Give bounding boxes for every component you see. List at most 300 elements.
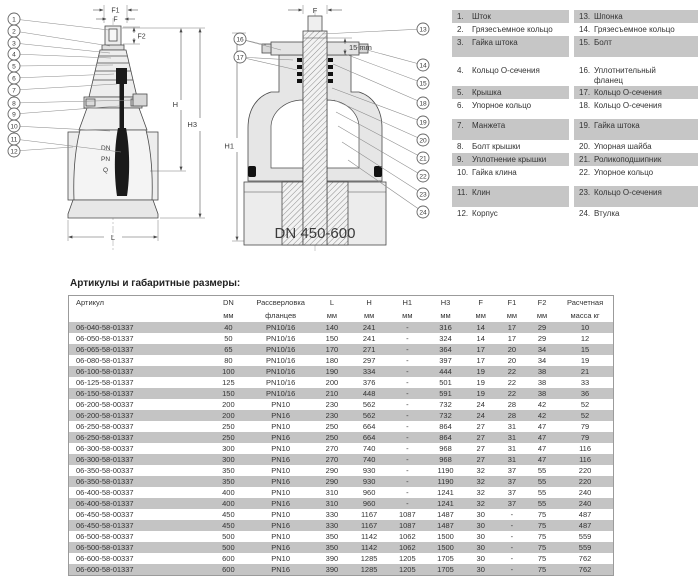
value-cell: 1205 xyxy=(388,564,426,576)
value-cell: 1087 xyxy=(398,510,416,519)
table-row xyxy=(69,476,614,487)
value-cell: PN10 xyxy=(271,510,291,519)
table-row xyxy=(69,410,614,421)
value-cell: 310 xyxy=(325,488,339,497)
value-cell: 75 xyxy=(527,520,557,531)
legend-entry xyxy=(574,166,698,179)
value-cell: 12 xyxy=(580,334,590,343)
part-number: 13. xyxy=(579,12,591,21)
value-cell: 930 xyxy=(350,476,388,487)
part-number: 1. xyxy=(457,12,464,21)
table-row xyxy=(69,432,614,443)
value-cell: 450 xyxy=(209,520,247,531)
value-cell: 42 xyxy=(527,410,557,421)
value-cell: - xyxy=(406,356,409,365)
part-label: Гайка штока xyxy=(594,121,640,130)
callout-number: 24 xyxy=(419,209,427,217)
article-cell: 06-600-58-00337 xyxy=(76,554,134,563)
article-cell: 06-350-58-00337 xyxy=(76,466,134,475)
callout-number: 6 xyxy=(12,75,16,83)
value-cell: 562 xyxy=(350,410,388,421)
value-cell: 250 xyxy=(222,422,235,431)
legend-row xyxy=(452,64,698,86)
article-cell: 06-200-58-00337 xyxy=(76,400,134,409)
value-cell: 1500 xyxy=(437,532,454,541)
leader-line xyxy=(14,43,110,53)
value-cell: 559 xyxy=(578,532,592,541)
value-cell: 960 xyxy=(350,498,388,509)
column-header: H1 xyxy=(402,298,413,307)
value-cell: 762 xyxy=(557,564,613,576)
callout-number: 15 xyxy=(419,80,427,88)
value-cell: 330 xyxy=(325,510,339,519)
value-cell: 47 xyxy=(527,454,557,465)
legend-entry xyxy=(452,140,569,153)
legend-entry xyxy=(452,64,569,86)
value-cell: 397 xyxy=(439,356,452,365)
callout-number: 14 xyxy=(419,62,427,70)
part-label: Упорное кольцо xyxy=(472,101,532,110)
table-row xyxy=(69,377,614,388)
column-unit: масса кг xyxy=(570,311,600,320)
callout-number: 9 xyxy=(12,111,16,119)
legend-entry xyxy=(452,86,569,99)
value-cell: 230 xyxy=(325,400,339,409)
column-header: Расчетная xyxy=(566,298,604,307)
value-cell: 230 xyxy=(314,410,350,421)
article-cell: 06-125-58-01337 xyxy=(76,378,134,387)
part-label: Гайка клина xyxy=(472,168,517,177)
value-cell: - xyxy=(388,388,426,399)
value-cell: - xyxy=(497,520,527,531)
value-cell: 1142 xyxy=(361,532,378,541)
value-cell: 20 xyxy=(497,344,527,355)
table-row xyxy=(69,542,614,553)
part-label: Шток xyxy=(472,12,491,21)
callout-number: 18 xyxy=(419,100,427,108)
value-cell: 24 xyxy=(476,400,485,409)
value-cell: 960 xyxy=(362,488,376,497)
value-cell: 1167 xyxy=(350,520,388,531)
legend-gap xyxy=(452,179,698,186)
value-cell: 350 xyxy=(222,466,235,475)
value-cell: - xyxy=(497,542,527,553)
upper-body xyxy=(79,108,147,130)
value-cell: 220 xyxy=(578,466,592,475)
legend-entry xyxy=(574,86,698,99)
value-cell: PN10 xyxy=(271,422,291,431)
value-cell: PN16 xyxy=(247,476,313,487)
value-cell: - xyxy=(388,476,426,487)
value-cell: 310 xyxy=(314,498,350,509)
value-cell: 300 xyxy=(209,454,247,465)
value-cell: 444 xyxy=(426,366,464,377)
value-cell: 500 xyxy=(209,542,247,553)
legend-row xyxy=(452,166,698,179)
value-cell: 75 xyxy=(537,510,547,519)
part-number: 12. xyxy=(457,209,469,218)
value-cell: PN10/16 xyxy=(247,344,313,355)
value-cell: 240 xyxy=(557,498,613,509)
value-cell: 1190 xyxy=(437,466,454,475)
column-unit: мм xyxy=(536,311,548,320)
article-cell: 06-300-58-01337 xyxy=(69,454,210,465)
value-cell: 270 xyxy=(325,444,339,453)
value-cell: PN16 xyxy=(247,498,313,509)
leader-line xyxy=(322,29,423,34)
value-cell: 10 xyxy=(557,322,613,333)
legend-entry xyxy=(574,36,698,57)
value-cell: 1087 xyxy=(388,520,426,531)
value-cell: 116 xyxy=(557,454,613,465)
value-cell: 1705 xyxy=(426,564,464,576)
part-label: Грязесъемное кольцо xyxy=(472,25,553,34)
value-cell: 330 xyxy=(314,520,350,531)
callout-number: 12 xyxy=(10,148,18,156)
legend-entry xyxy=(452,166,569,179)
value-cell: - xyxy=(388,322,426,333)
column-unit: мм xyxy=(363,311,375,320)
part-label: Манжета xyxy=(472,121,506,130)
value-cell: 559 xyxy=(557,542,613,553)
article-cell: 06-500-58-00337 xyxy=(76,532,134,541)
value-cell: 30 xyxy=(465,564,497,576)
value-cell: - xyxy=(510,510,514,519)
value-cell: 100 xyxy=(209,366,247,377)
article-cell: 06-065-58-01337 xyxy=(69,344,210,355)
value-cell: - xyxy=(406,466,409,475)
callout-number: 11 xyxy=(10,136,18,144)
value-cell: 22 xyxy=(497,366,527,377)
value-cell: - xyxy=(388,498,426,509)
bottom-flange xyxy=(68,200,158,218)
legend-entry xyxy=(452,119,569,140)
value-cell: 15 xyxy=(557,344,613,355)
article-cell: 06-600-58-01337 xyxy=(69,564,210,576)
value-cell: - xyxy=(406,444,409,453)
value-cell: PN10 xyxy=(271,532,291,541)
value-cell: 75 xyxy=(537,532,547,541)
value-cell: PN16 xyxy=(247,454,313,465)
value-cell: 47 xyxy=(527,432,557,443)
column-header: F2 xyxy=(537,298,547,307)
column-unit: мм xyxy=(326,311,338,320)
part-number: 20. xyxy=(579,142,591,151)
value-cell: 400 xyxy=(222,488,235,497)
column-header: F1 xyxy=(507,298,517,307)
article-cell: 06-500-58-01337 xyxy=(69,542,210,553)
legend-row xyxy=(452,186,698,207)
column-unit: мм xyxy=(223,311,234,320)
value-cell: 37 xyxy=(497,498,527,509)
value-cell: 1241 xyxy=(426,498,464,509)
legend-row xyxy=(452,119,698,140)
article-cell: 06-300-58-00337 xyxy=(76,444,134,453)
article-cell: 06-400-58-00337 xyxy=(76,488,134,497)
value-cell: 50 xyxy=(224,334,233,343)
value-cell: 740 xyxy=(362,444,376,453)
value-cell: 24 xyxy=(465,410,497,421)
value-cell: 501 xyxy=(439,378,452,387)
value-cell: 31 xyxy=(497,454,527,465)
value-cell: PN10 xyxy=(271,466,291,475)
callout-number: 10 xyxy=(10,123,18,131)
value-cell: 75 xyxy=(527,542,557,553)
value-cell: 42 xyxy=(537,400,547,409)
value-cell: 1285 xyxy=(360,554,378,563)
value-cell: 390 xyxy=(325,554,339,563)
article-cell: 06-400-58-01337 xyxy=(69,498,210,509)
legend-row xyxy=(452,99,698,112)
value-cell: 27 xyxy=(476,444,485,453)
leader-line xyxy=(356,47,423,65)
legend-entry xyxy=(574,10,698,23)
table-row xyxy=(69,322,614,333)
table-row xyxy=(69,454,614,465)
table-row xyxy=(69,509,614,520)
gland-bolt xyxy=(133,94,147,106)
value-cell: 297 xyxy=(362,356,376,365)
part-label: Шпонка xyxy=(594,12,623,21)
value-cell: 664 xyxy=(362,422,376,431)
table-row xyxy=(69,443,614,454)
dim-label-15mm: 15 mm xyxy=(349,43,372,52)
part-label: Кольцо О-сечения xyxy=(594,101,662,110)
callout-number: 23 xyxy=(419,191,427,199)
column-header: H3 xyxy=(440,298,451,307)
value-cell: 562 xyxy=(362,400,376,409)
value-cell: 27 xyxy=(465,454,497,465)
value-cell: 116 xyxy=(579,444,592,453)
callout-number: 1 xyxy=(12,16,16,24)
legend-row xyxy=(452,207,698,220)
value-cell: 125 xyxy=(222,378,235,387)
value-cell: 31 xyxy=(497,432,527,443)
value-cell: 732 xyxy=(426,410,464,421)
callout-number: 5 xyxy=(12,63,16,71)
part-label: Крышка xyxy=(472,88,502,97)
bonnet xyxy=(89,50,137,97)
value-cell: 27 xyxy=(476,422,485,431)
callout-number: 22 xyxy=(419,173,427,181)
value-cell: 31 xyxy=(507,444,517,453)
value-cell: 52 xyxy=(557,410,613,421)
value-cell: 28 xyxy=(497,410,527,421)
value-cell: 487 xyxy=(557,520,613,531)
value-cell: 390 xyxy=(314,564,350,576)
value-cell: PN10 xyxy=(271,488,291,497)
article-cell: 06-250-58-00337 xyxy=(76,422,134,431)
value-cell: 150 xyxy=(325,334,339,343)
value-cell: 732 xyxy=(439,400,452,409)
part-number: 4. xyxy=(457,66,464,75)
value-cell: PN10/16 xyxy=(247,322,313,333)
value-cell: 32 xyxy=(465,476,497,487)
value-cell: 19 xyxy=(465,366,497,377)
value-cell: 290 xyxy=(325,466,339,475)
part-label: Упорная шайба xyxy=(594,142,652,151)
callout-number: 3 xyxy=(12,40,16,48)
value-cell: PN16 xyxy=(247,520,313,531)
value-cell: 31 xyxy=(507,422,517,431)
value-cell: 30 xyxy=(476,532,485,541)
value-cell: 33 xyxy=(580,378,590,387)
value-cell: 30 xyxy=(476,554,485,563)
dim-label-f2: F2 xyxy=(137,33,146,41)
value-cell: 80 xyxy=(224,356,233,365)
value-cell: 290 xyxy=(314,476,350,487)
column-unit: мм xyxy=(402,311,413,320)
value-cell: PN10/16 xyxy=(266,334,296,343)
value-cell: 591 xyxy=(426,388,464,399)
value-cell: 21 xyxy=(557,366,613,377)
value-cell: 200 xyxy=(325,378,339,387)
value-cell: 34 xyxy=(537,356,547,365)
value-cell: - xyxy=(406,378,409,387)
value-cell: 30 xyxy=(465,520,497,531)
leader-line xyxy=(14,54,111,58)
value-cell: 600 xyxy=(222,554,235,563)
value-cell: 241 xyxy=(350,322,388,333)
value-cell: PN10/16 xyxy=(266,378,296,387)
column-header: H xyxy=(366,298,372,307)
stem-section xyxy=(303,31,327,245)
value-cell: 316 xyxy=(426,322,464,333)
value-cell: 1167 xyxy=(361,510,378,519)
value-cell: 79 xyxy=(580,422,590,431)
callout-number: 17 xyxy=(236,54,244,62)
value-cell: 968 xyxy=(439,444,452,453)
value-cell: 364 xyxy=(426,344,464,355)
technical-drawing xyxy=(0,0,452,272)
dim-label-f-mid: F xyxy=(312,5,318,15)
part-label: Болт xyxy=(594,38,612,47)
value-cell: 17 xyxy=(497,322,527,333)
value-cell: 55 xyxy=(537,488,547,497)
column-header: DN xyxy=(222,298,234,307)
legend-row xyxy=(452,86,698,99)
part-number: 16. xyxy=(579,66,591,75)
parts-legend xyxy=(452,10,698,220)
callout-number: 13 xyxy=(419,26,427,34)
table-row xyxy=(69,366,614,377)
part-number: 5. xyxy=(457,88,464,97)
value-cell: - xyxy=(388,432,426,443)
part-label: Клин xyxy=(472,188,491,197)
value-cell: 450 xyxy=(222,510,235,519)
value-cell: PN16 xyxy=(247,542,313,553)
value-cell: 34 xyxy=(527,344,557,355)
legend-entry xyxy=(574,119,698,140)
value-cell: 38 xyxy=(527,388,557,399)
value-cell: 600 xyxy=(209,564,247,576)
article-cell: 06-350-58-01337 xyxy=(69,476,210,487)
value-cell: 210 xyxy=(314,388,350,399)
part-number: 21. xyxy=(579,155,591,164)
value-cell: 250 xyxy=(209,432,247,443)
value-cell: 17 xyxy=(476,356,485,365)
value-cell: 37 xyxy=(507,488,517,497)
column-unit: мм xyxy=(506,311,518,320)
value-cell: 37 xyxy=(497,476,527,487)
leader-line xyxy=(14,19,109,30)
leader-line xyxy=(14,31,110,46)
value-cell: 37 xyxy=(507,466,517,475)
article-cell: 06-050-58-01337 xyxy=(76,334,134,343)
legend-entry xyxy=(452,10,569,23)
part-number: 7. xyxy=(457,121,464,130)
value-cell: 19 xyxy=(465,388,497,399)
dimensions-table xyxy=(68,295,614,576)
value-cell: 270 xyxy=(314,454,350,465)
legend-entry xyxy=(574,64,698,86)
value-cell: 17 xyxy=(465,344,497,355)
article-cell: 06-450-58-00337 xyxy=(76,510,134,519)
value-cell: 500 xyxy=(222,532,235,541)
column-header: Рассверловка xyxy=(256,298,305,307)
table-title: Артикулы и габаритные размеры: xyxy=(70,278,241,289)
legend-entry xyxy=(452,153,569,166)
value-cell: 300 xyxy=(222,444,235,453)
legend-row xyxy=(452,10,698,23)
value-cell: - xyxy=(510,554,514,563)
value-cell: 200 xyxy=(209,410,247,421)
article-cell: 06-080-58-01337 xyxy=(76,356,134,365)
value-cell: 22 xyxy=(507,378,517,387)
article-cell: 06-200-58-01337 xyxy=(69,410,210,421)
value-cell: 14 xyxy=(465,322,497,333)
valve-body xyxy=(74,130,153,200)
column-header: L xyxy=(329,298,334,307)
value-cell: - xyxy=(406,488,409,497)
value-cell: 55 xyxy=(527,476,557,487)
value-cell: 75 xyxy=(527,564,557,576)
value-cell: 350 xyxy=(314,542,350,553)
value-cell: 740 xyxy=(350,454,388,465)
value-cell: 241 xyxy=(362,334,376,343)
left-valve-drawing xyxy=(68,18,158,250)
part-label: Болт крышки xyxy=(472,142,521,151)
value-cell: 14 xyxy=(476,334,485,343)
value-cell: - xyxy=(388,366,426,377)
legend-row xyxy=(452,153,698,166)
value-cell: - xyxy=(406,422,409,431)
value-cell: 30 xyxy=(465,542,497,553)
value-cell: - xyxy=(406,400,409,409)
part-number: 6. xyxy=(457,101,464,110)
value-cell: 38 xyxy=(527,366,557,377)
value-cell: 27 xyxy=(465,432,497,443)
value-cell: 1062 xyxy=(388,542,426,553)
value-cell: 1142 xyxy=(350,542,388,553)
part-label: Уплотнение крышки xyxy=(472,155,547,164)
value-cell: 864 xyxy=(426,432,464,443)
dim-label-f1: F1 xyxy=(111,7,120,15)
value-cell: 32 xyxy=(465,498,497,509)
legend-entry xyxy=(452,207,569,220)
table-row xyxy=(69,421,614,432)
dim-label-h: H xyxy=(172,100,178,109)
callout-number: 16 xyxy=(236,36,244,44)
value-cell: 17 xyxy=(507,334,517,343)
value-cell: 30 xyxy=(476,510,485,519)
part-label: Кольцо О-сечения xyxy=(594,188,662,197)
value-cell: PN10 xyxy=(271,444,291,453)
leader-line xyxy=(14,147,73,151)
part-number: 3. xyxy=(457,38,464,47)
column-unit: фланцев xyxy=(265,311,297,320)
part-label: Втулка xyxy=(594,209,620,218)
